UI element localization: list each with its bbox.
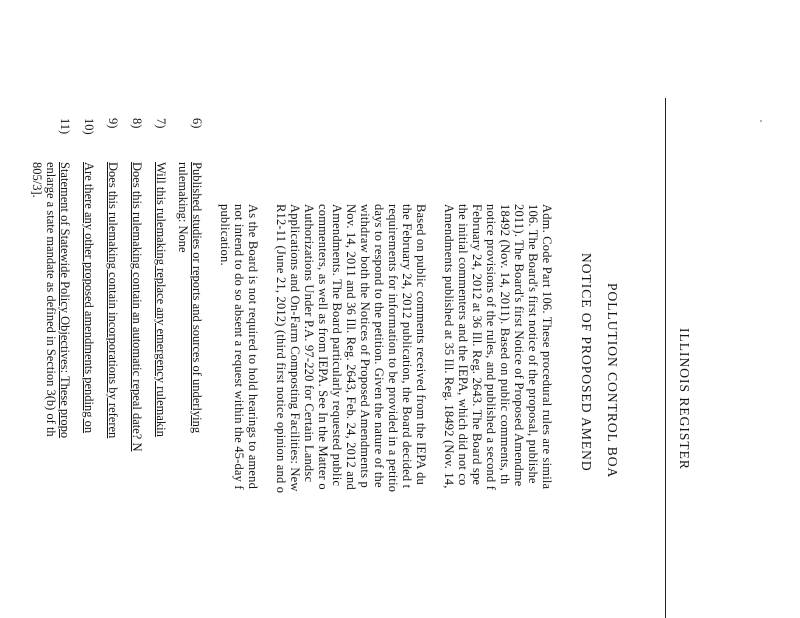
paragraph-line: commenters, as well as from IEPA. See In the Matter o — [316, 204, 330, 490]
scan-speck — [760, 120, 762, 122]
item-line: Published studies or reports and sources of underlying — [190, 162, 204, 434]
paragraph-line: days to respond to the petition. Given the nature of the — [372, 204, 386, 488]
paragraph-line: As the Board is not required to hold hearings to amend — [246, 204, 260, 490]
paragraph-line: Nov. 14, 2011 and 36 Ill. Reg. 2643, Feb. 24, 2012 and — [344, 204, 358, 490]
item-line: Will this rulemaking replace any emergency rulemakin — [154, 162, 168, 437]
paragraph-line: 18492 (Nov. 14, 2011). Based on public comments, th — [498, 204, 512, 485]
paragraph-line: withdraw both the Notices of Proposed Amendments p — [358, 204, 372, 488]
paragraph-line: the initial commenters and the IEPA, which did not co — [456, 204, 470, 486]
paragraph-line: requirements for information to be provided in a petitio — [386, 204, 400, 493]
paragraph-line: Authorizations Under P.A. 97-220 for Certain Landsc — [302, 204, 316, 483]
paragraph-line: Amendments published at 35 Ill. Reg. 18492 (Nov. 14, — [442, 204, 456, 489]
item-number: 11) — [58, 118, 72, 135]
item-line: Does this rulemaking contain incorporations by referen — [106, 162, 120, 439]
paragraph-line: February 24, 2012 at 36 Ill. Reg. 2643. The Board spe — [470, 204, 484, 486]
paragraph-line: Based on public comments received from the IEPA du — [414, 204, 428, 486]
register-title: ILLINOIS REGISTER — [677, 328, 692, 470]
header-rule — [665, 98, 666, 618]
item-line: enlarge a state mandate as defined in Section 3(b) of th — [44, 162, 58, 437]
paragraph-line: not intend to do so absent a request within the 45-day f — [232, 204, 246, 490]
paragraph-line: notice provisions of the rules, and published a second f — [484, 204, 498, 491]
item-line: 805/3]. — [30, 162, 44, 198]
notice-title: NOTICE OF PROPOSED AMEND — [579, 253, 594, 472]
paragraph-line: 2011). The Board's first Notice of Proposed Amendme — [512, 204, 526, 487]
item-line: Statement of Statewide Policy Objectives: These propo — [58, 162, 72, 439]
item-number: 9) — [106, 118, 120, 129]
paragraph-line: the February 24, 2012 publication, the Board decided t — [400, 204, 414, 489]
item-number: 6) — [190, 118, 204, 129]
item-number: 10) — [82, 118, 96, 135]
paragraph-line: 106. The Board's first notice of the proposal, publishe — [526, 204, 540, 484]
paragraph-line: Amendments. The Board particularly requested public — [330, 204, 344, 487]
rotated-document — [30, 118, 700, 618]
item-line: Does this rulemaking contain an automatic repeal date? N — [130, 162, 144, 452]
paragraph-line: Adm. Code Part 106. These procedural rules are simila — [540, 204, 554, 490]
item-line: rulemaking: None — [176, 162, 190, 253]
paragraph-line: Applications and On-Farm Composting Facilities: New — [288, 204, 302, 492]
item-line: Are there any other proposed amendments pending on — [82, 162, 96, 434]
paragraph-line: R12-11 (June 21, 2012) (third first notice opinion and o — [274, 204, 288, 494]
board-title: POLLUTION CONTROL BOA — [605, 283, 620, 479]
item-number: 7) — [154, 118, 168, 129]
paragraph-line: publication. — [218, 204, 232, 266]
item-number: 8) — [130, 118, 144, 129]
